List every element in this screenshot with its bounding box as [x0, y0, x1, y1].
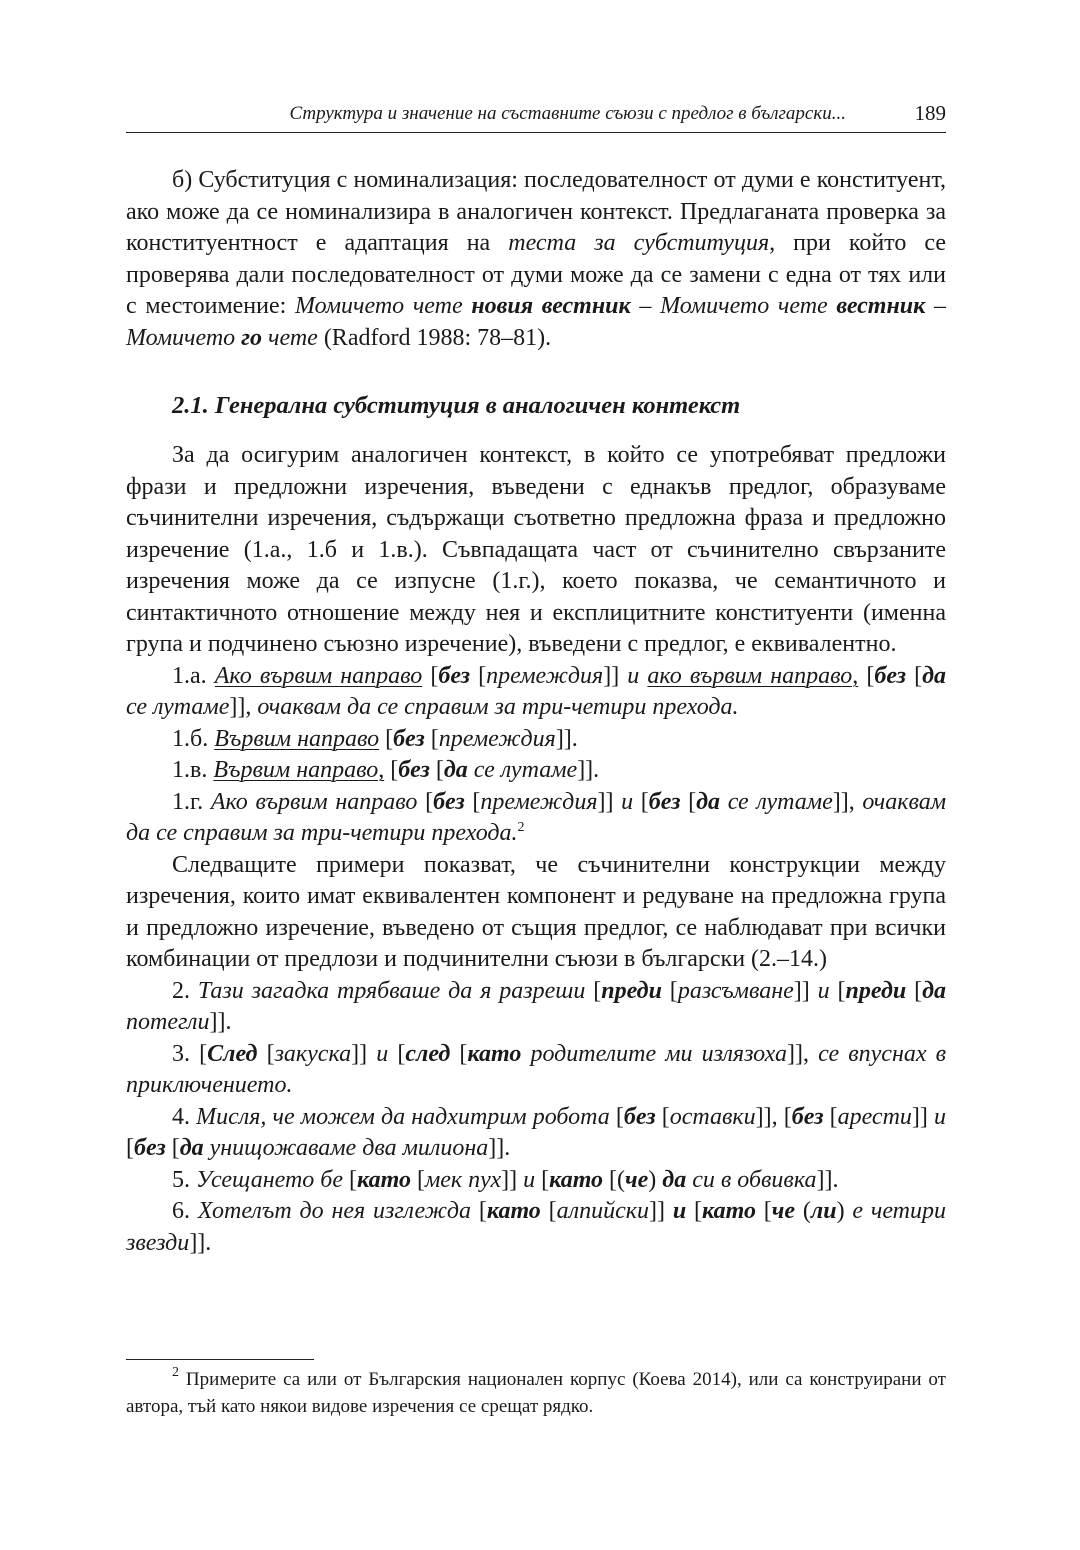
bracket: [	[450, 1040, 468, 1067]
bracket: [	[379, 725, 394, 752]
bold-run: без	[791, 1103, 824, 1130]
example-2	[126, 976, 946, 1039]
paragraph-context: За да осигурим аналогичен контекст, в който се употребяват предложи фрази и предложни изречения, въведени с еднакъв предлог, образуваме съчинителни изречения, съдържащи съответно предложна фраза и предложно изречение (1.а., 1.б и 1.в.). Съвпадащата част от съчинително свързаните изречения може да се изпусне (1.г.), което показва, че семантичното и синтактичното отношение между нея и експлицитните конституенти (именна група и подчинено съюзно изречение), въведени с предлог, е еквивалентно.	[126, 442, 946, 657]
italic-run: – Момичето чете	[630, 293, 837, 319]
bracket: [	[126, 1135, 134, 1161]
bracket: ]].	[816, 1166, 839, 1193]
bracket: [	[686, 1198, 703, 1224]
bracket: [	[199, 1040, 208, 1067]
example-label: 2.	[172, 977, 198, 1004]
bracket: [	[829, 977, 846, 1004]
italic-run: унищожаваме два милиона	[203, 1135, 489, 1161]
bold-run: без	[393, 725, 425, 752]
bold-run: като	[486, 1198, 541, 1224]
example-label: 1.в.	[172, 757, 214, 783]
bracket: )	[836, 1198, 853, 1224]
bracket: [	[540, 1198, 557, 1224]
bracket: ]]	[501, 1166, 524, 1193]
bracket: ]],	[786, 1040, 819, 1067]
example-label: 1.а.	[172, 662, 215, 689]
bracket: [	[165, 1135, 180, 1161]
bold-run: че	[625, 1166, 649, 1193]
bracket: ]], [	[755, 1103, 792, 1130]
footnote	[126, 1366, 946, 1420]
bracket: [	[823, 1103, 838, 1130]
bold-run: новия вестник	[471, 293, 631, 319]
footnote-number: 2	[172, 1365, 179, 1380]
italic-run: си в обвивка	[686, 1166, 817, 1193]
underlined-run: Ако вървим направо	[214, 662, 423, 689]
bracket: ]]	[649, 1198, 673, 1224]
bold-run: да	[922, 662, 947, 689]
italic-run: премеждия	[480, 788, 598, 815]
bracket: [	[655, 1103, 670, 1130]
bracket: ]]	[351, 1040, 377, 1067]
bold-run: като	[357, 1166, 411, 1193]
example-label: 1.г.	[172, 788, 211, 815]
text-run: при който се проверява дали последователност от думи може да се замени с една от тях или с местоимение:	[126, 230, 947, 319]
bold-run: без	[438, 662, 471, 689]
bracket: ]].	[209, 1009, 232, 1035]
footnote-separator	[126, 1359, 314, 1360]
bracket: [	[429, 757, 444, 783]
bracket: [	[858, 662, 875, 689]
bracket: ]].	[577, 757, 600, 783]
bracket: [	[585, 977, 602, 1004]
bracket: )	[648, 1166, 663, 1193]
bold-run: да	[662, 1166, 687, 1193]
example-label: 6.	[172, 1198, 198, 1224]
italic-run: се лутаме	[720, 788, 833, 815]
bracket: [	[422, 662, 439, 689]
bold-run: като	[549, 1166, 604, 1193]
italic-run: и	[627, 662, 648, 689]
body-text	[126, 165, 946, 1259]
footnote-text: Примерите са или от Българския национален корпус (Коева 2014), или са конструирани от автора, тъй като някои видове изречения се срещат рядко.	[126, 1369, 946, 1417]
italic-run: премеждия	[438, 725, 556, 752]
italic-run: мек пух	[424, 1166, 502, 1193]
italic-run: и	[934, 1103, 947, 1130]
example-3	[126, 1039, 946, 1102]
italic-run: се лутаме	[126, 694, 230, 720]
running-header	[126, 100, 946, 133]
bracket: ]]	[597, 788, 622, 815]
paragraph-examples-intro: Следващите примери показват, че съчинителни конструкции между изречения, които имат еквивалентен компонент и редуване на предложна група и предложно изречение, въведено от същия предлог, се наблюдават при всички комбинации от предлози и подчинителни съюзи в български (2.–14.)	[126, 851, 946, 972]
bold-run: преди	[845, 977, 907, 1004]
italic-run: Усещането бе	[196, 1166, 344, 1193]
bracket: ]]	[603, 662, 628, 689]
bracket: ]]	[793, 977, 818, 1004]
italic-run: и	[621, 788, 634, 815]
example-5	[126, 1165, 946, 1197]
italic-run: потегли	[126, 1009, 210, 1035]
example-label: 5.	[172, 1166, 196, 1193]
bracket: [	[535, 1166, 550, 1193]
italic-run: арести	[837, 1103, 912, 1130]
example-4	[126, 1102, 946, 1165]
footnote-ref[interactable]: 2	[517, 820, 525, 835]
bold-run: и	[672, 1198, 687, 1224]
bold-run: след	[405, 1040, 451, 1067]
italic-run: разсъмване	[677, 977, 794, 1004]
underlined-run: Вървим направо,	[213, 757, 385, 783]
italic-run: Тази загадка трябваше да я разреши	[197, 977, 586, 1004]
italic-run: алпийски	[556, 1198, 649, 1224]
bold-run: без	[398, 757, 430, 783]
running-title: Структура и значение на съставните съюзи с предлог в български...	[289, 103, 846, 124]
bold-run: без	[623, 1103, 656, 1130]
italic-run: и	[817, 977, 830, 1004]
bracket: [	[417, 788, 434, 815]
bracket: [	[471, 1198, 487, 1224]
italic-run: и	[376, 1040, 389, 1067]
bracket: [	[464, 788, 481, 815]
example-6	[126, 1196, 946, 1259]
italic-run: премеждия	[486, 662, 604, 689]
bracket: [	[384, 757, 399, 783]
bracket: ]].	[189, 1229, 212, 1256]
bold-run: преди	[601, 977, 662, 1004]
bold-run: без	[874, 662, 907, 689]
bold-run: да	[696, 788, 721, 815]
bracket: [	[633, 788, 649, 815]
underlined-run: Вървим направо	[214, 725, 380, 752]
example-label: 3.	[172, 1040, 200, 1067]
bold-run: като	[467, 1040, 522, 1067]
bracket: ]]	[911, 1103, 935, 1130]
text-run: (Radford 1988: 78–81).	[317, 324, 552, 351]
example-label: 4.	[172, 1103, 197, 1130]
italic-run: се впуснах в приключението.	[126, 1040, 947, 1098]
bold-run: че	[771, 1198, 796, 1224]
bracket: [	[906, 977, 923, 1004]
bracket: [(	[603, 1166, 626, 1193]
section-heading: 2.1. Генерална субституция в аналогичен контекст	[172, 392, 741, 419]
underlined-run: ако вървим направо,	[647, 662, 859, 689]
italic-run: родителите ми излязоха	[521, 1040, 787, 1067]
bracket: [	[755, 1198, 772, 1224]
bracket: ]],	[229, 694, 258, 720]
bold-run: без	[134, 1135, 166, 1161]
text-run: б) Субституция с номинализация: последователност от думи е конституент, ако може да се номинализира в аналогичен контекст. Предлаганата проверка за конституентност е адаптация на	[126, 167, 946, 256]
example-1a	[126, 661, 946, 724]
bold-run: да	[443, 757, 468, 783]
italic-run: се лутаме	[467, 757, 578, 783]
italic-run: Хотелът до нея изглежда	[197, 1198, 472, 1224]
bold-run: ли	[810, 1198, 837, 1224]
italic-run: Момичето чете	[294, 293, 472, 319]
italic-run: е четири звезди	[126, 1198, 947, 1256]
bracket: ]],	[832, 788, 863, 815]
bracket: [	[661, 977, 678, 1004]
bracket: ]].	[488, 1135, 511, 1161]
italic-run: и	[523, 1166, 536, 1193]
bold-run: без	[648, 788, 681, 815]
bold-run: вестник	[836, 293, 926, 319]
bold-run: да	[179, 1135, 204, 1161]
bold-run: без	[433, 788, 465, 815]
italic-run: – Момичето	[126, 293, 946, 351]
paragraph-substitution	[126, 165, 946, 354]
italic-run: оставки	[669, 1103, 756, 1130]
bold-run: да	[922, 977, 946, 1004]
bold-run: като	[702, 1198, 756, 1224]
bracket: [	[410, 1166, 425, 1193]
example-label: 1.б.	[172, 725, 215, 752]
italic-run: очаквам да се справим за три-четири прехода.	[126, 788, 947, 846]
italic-run: закуска	[274, 1040, 352, 1067]
example-1d	[126, 787, 946, 850]
example-1c	[126, 755, 946, 787]
bracket: [	[609, 1103, 624, 1130]
bracket: ]].	[555, 725, 578, 752]
italic-run: очаквам да се справим за три-четири прехода.	[257, 694, 739, 720]
bracket: (	[795, 1198, 811, 1224]
bold-run: го	[241, 324, 263, 351]
bracket: [	[470, 662, 487, 689]
bracket: [	[906, 662, 923, 689]
bracket: [	[257, 1040, 275, 1067]
italic-run: Мисля, че можем да надхитрим робота	[196, 1103, 610, 1130]
page-number: 189	[914, 101, 946, 125]
bracket: [	[343, 1166, 358, 1193]
bracket: [	[680, 788, 697, 815]
bold-run: След	[207, 1040, 258, 1067]
italic-run: чете	[262, 324, 318, 351]
italic-run: теста за субституция,	[508, 230, 776, 256]
bracket: [	[388, 1040, 406, 1067]
bracket: [	[424, 725, 439, 752]
italic-run: Ако вървим направо	[210, 788, 418, 815]
example-1b	[126, 724, 946, 756]
